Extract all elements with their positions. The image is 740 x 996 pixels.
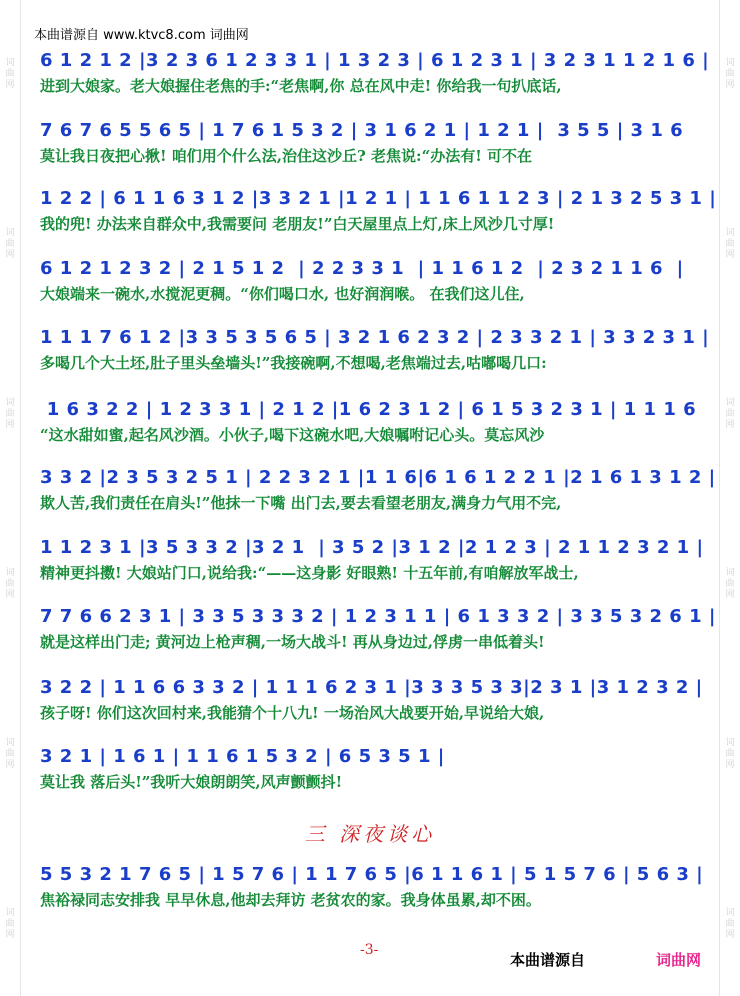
lyrics-line: 欺人苦,我们责任在肩头!”他抹一下嘴 出门去,要去看望老朋友,满身力气用不完, — [40, 494, 562, 512]
score-row-11 — [40, 746, 700, 792]
notation-line: 6 1 2 1 2 3 2 | 2 1 5 1 2 | 2 2 3 3 1 | 1 1 6 1 2 | 2 3 2 1 1 6 | — [40, 258, 684, 279]
score-row-9 — [40, 606, 716, 652]
lyrics-line: 大娘端来一碗水,水搅泥更稠。“你们喝口水, 也好润润喉。 在我们这儿住, — [40, 285, 525, 303]
lyrics-line: 焦裕禄同志安排我 早早休息,他却去拜访 老贫农的家。我身体虽累,却不困。 — [40, 891, 541, 909]
score-row-3 — [40, 188, 717, 234]
notation-line: 6 1 2 1 2 |3 2 3 6 1 2 3 3 1 | 1 3 2 3 | 6 1 2 3 1 | 3 2 3 1 1 2 1 6 | — [40, 50, 710, 71]
watermark-right-2: 词 曲 网 — [725, 228, 735, 260]
notation-line: 1 2 2 | 6 1 1 6 3 1 2 |3 3 2 1 |1 2 1 | 1 1 6 1 1 2 3 | 2 1 3 2 5 3 1 | — [40, 188, 717, 209]
score-row-2 — [40, 120, 700, 166]
lyrics-line: “这水甜如蜜,起名风沙酒。小伙子,喝下这碗水吧,大娘嘱咐记心头。莫忘风沙 — [40, 426, 545, 444]
notation-line: 7 7 6 6 2 3 1 | 3 3 5 3 3 3 2 | 1 2 3 1 1 | 6 1 3 3 2 | 3 3 5 3 2 6 1 | — [40, 606, 716, 627]
score-row-5 — [40, 327, 710, 373]
score-row-6 — [40, 399, 700, 445]
lyrics-line: 进到大娘家。老大娘握住老焦的手:“老焦啊,你 总在风中走! 你给我一句扒底话, — [40, 77, 562, 95]
page-number: -3- — [360, 942, 379, 958]
lyrics-line: 我的兜! 办法来自群众中,我需要问 老朋友!”白天屋里点上灯,床上风沙几寸厚! — [40, 215, 555, 233]
notation-line: 5 5 3 2 1 7 6 5 | 1 5 7 6 | 1 1 7 6 5 |6 1 1 6 1 | 5 1 5 7 6 | 5 6 3 | — [40, 864, 704, 885]
notation-line: 1 1 2 3 1 |3 5 3 3 2 |3 2 1 | 3 5 2 |3 1 2 |2 1 2 3 | 2 1 1 2 3 2 1 | — [40, 537, 704, 558]
watermark-left-3: 词 曲 网 — [5, 398, 15, 430]
score-row-8 — [40, 537, 704, 583]
notation-line: 7 6 7 6 5 5 6 5 | 1 7 6 1 5 3 2 | 3 1 6 2 1 | 1 2 1 | 3 5 5 | 3 1 6 — [40, 120, 684, 141]
source-header: 本曲谱源自 www.ktvc8.com 词曲网 — [34, 28, 249, 43]
lyrics-line: 就是这样出门走; 黄河边上枪声稠,一场大战斗! 再从身边过,俘虏一串低着头! — [40, 633, 545, 651]
score-row-4 — [40, 258, 700, 304]
watermark-right-6: 词 曲 网 — [725, 908, 735, 940]
watermark-left-5: 词 曲 网 — [5, 738, 15, 770]
watermark-left-4: 词 曲 网 — [5, 568, 15, 600]
watermark-right-5: 词 曲 网 — [725, 738, 735, 770]
notation-line: 3 2 2 | 1 1 6 6 3 3 2 | 1 1 1 6 2 3 1 |3 3 3 5 3 3|2 3 1 |3 1 2 3 2 | — [40, 677, 703, 698]
lyrics-line: 多喝几个大土坯,肚子里头垒墙头!”我接碗啊,不想喝,老焦端过去,咕嘟喝几口: — [40, 354, 547, 372]
watermark-left-6: 词 曲 网 — [5, 908, 15, 940]
score-row-10 — [40, 677, 703, 723]
lyrics-line: 精神更抖擞! 大娘站门口,说给我:“——这身影 好眼熟! 十五年前,有咱解放军战士, — [40, 564, 579, 582]
section-title: 三 深夜谈心 — [304, 822, 436, 846]
lyrics-line: 莫让我日夜把心揪! 咱们用个什么法,治住这沙丘? 老焦说:“办法有! 可不在 — [40, 147, 533, 165]
footer-site-label: 词曲网 — [656, 951, 702, 969]
score-row-7 — [40, 467, 716, 513]
lyrics-line: 孩子呀! 你们这次回村来,我能猜个十八九! 一场治风大战要开始,早说给大娘, — [40, 704, 545, 722]
notation-line: 3 3 2 |2 3 5 3 2 5 1 | 2 2 3 2 1 |1 1 6|6 1 6 1 2 2 1 |2 1 6 1 3 1 2 | — [40, 467, 716, 488]
notation-line: 1 1 1 7 6 1 2 |3 3 5 3 5 6 5 | 3 2 1 6 2 3 2 | 2 3 3 2 1 | 3 3 2 3 1 | — [40, 327, 710, 348]
footer-source-label: 本曲谱源自 — [510, 951, 586, 969]
watermark-right-1: 词 曲 网 — [725, 58, 735, 90]
watermark-right-4: 词 曲 网 — [725, 568, 735, 600]
watermark-right-3: 词 曲 网 — [725, 398, 735, 430]
lyrics-line: 莫让我 落后头!”我听大娘朗朗笑,风声颤颤抖! — [40, 773, 343, 791]
watermark-left-2: 词 曲 网 — [5, 228, 15, 260]
score-row-1 — [40, 50, 710, 96]
notation-line: 1 6 3 2 2 | 1 2 3 3 1 | 2 1 2 |1 6 2 3 1 2 | 6 1 5 3 2 3 1 | 1 1 1 6 — [40, 399, 697, 420]
notation-line: 3 2 1 | 1 6 1 | 1 1 6 1 5 3 2 | 6 5 3 5 1 | — [40, 746, 445, 767]
score-row-12 — [40, 864, 704, 910]
watermark-left-1: 词 曲 网 — [5, 58, 15, 90]
